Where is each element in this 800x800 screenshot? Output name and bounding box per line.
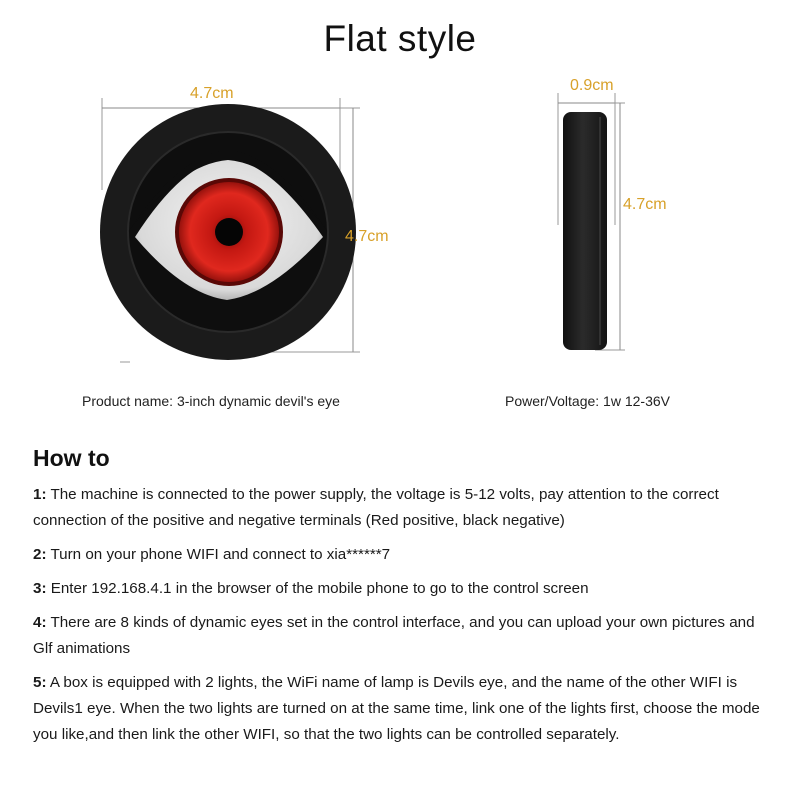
power-voltage-caption: Power/Voltage: 1w 12-36V [505,393,670,409]
step-number: 3: [33,580,47,597]
step-number: 4: [33,614,47,631]
step-number: 2: [33,546,47,563]
step-text: Enter 192.168.4.1 in the browser of the mobile phone to go to the control screen [46,580,589,597]
side-thickness-label: 0.9cm [570,77,614,94]
side-height-label: 4.7cm [623,196,667,213]
step-text: Turn on your phone WIFI and connect to xia******7 [46,546,391,563]
pupil [215,218,243,246]
step-number: 5: [33,674,47,691]
step-4 [33,610,778,662]
step-text: The machine is connected to the power supply, the voltage is 5-12 volts, pay attention to the correct connection of the positive and negative terminals (Red positive, black negative) [33,486,719,529]
step-text: There are 8 kinds of dynamic eyes set in the control interface, and you can upload your own pictures and Glf animations [33,614,755,657]
page-title: Flat style [323,18,477,59]
howto-heading: How to [33,445,110,471]
front-width-label: 4.7cm [190,85,234,102]
front-height-label: 4.7cm [345,228,389,245]
side-view-figure [545,75,705,365]
step-number: 1: [33,486,47,503]
front-view-figure [95,80,415,380]
step-5 [33,670,778,748]
step-1 [33,482,778,534]
howto-steps [33,482,778,756]
step-2 [33,542,778,568]
side-view-drawing [545,75,705,365]
product-name-caption: Product name: 3-inch dynamic devil's eye [82,393,340,409]
step-text: A box is equipped with 2 lights, the WiFi name of lamp is Devils eye, and the name of the other WIFI is Devils1 eye. When the two lights are turned on at the same time, link one of the lights first, choose the mode you like,and then link the other WIFI, so that the two lights can be controlled separately. [33,674,760,743]
step-3 [33,576,778,602]
